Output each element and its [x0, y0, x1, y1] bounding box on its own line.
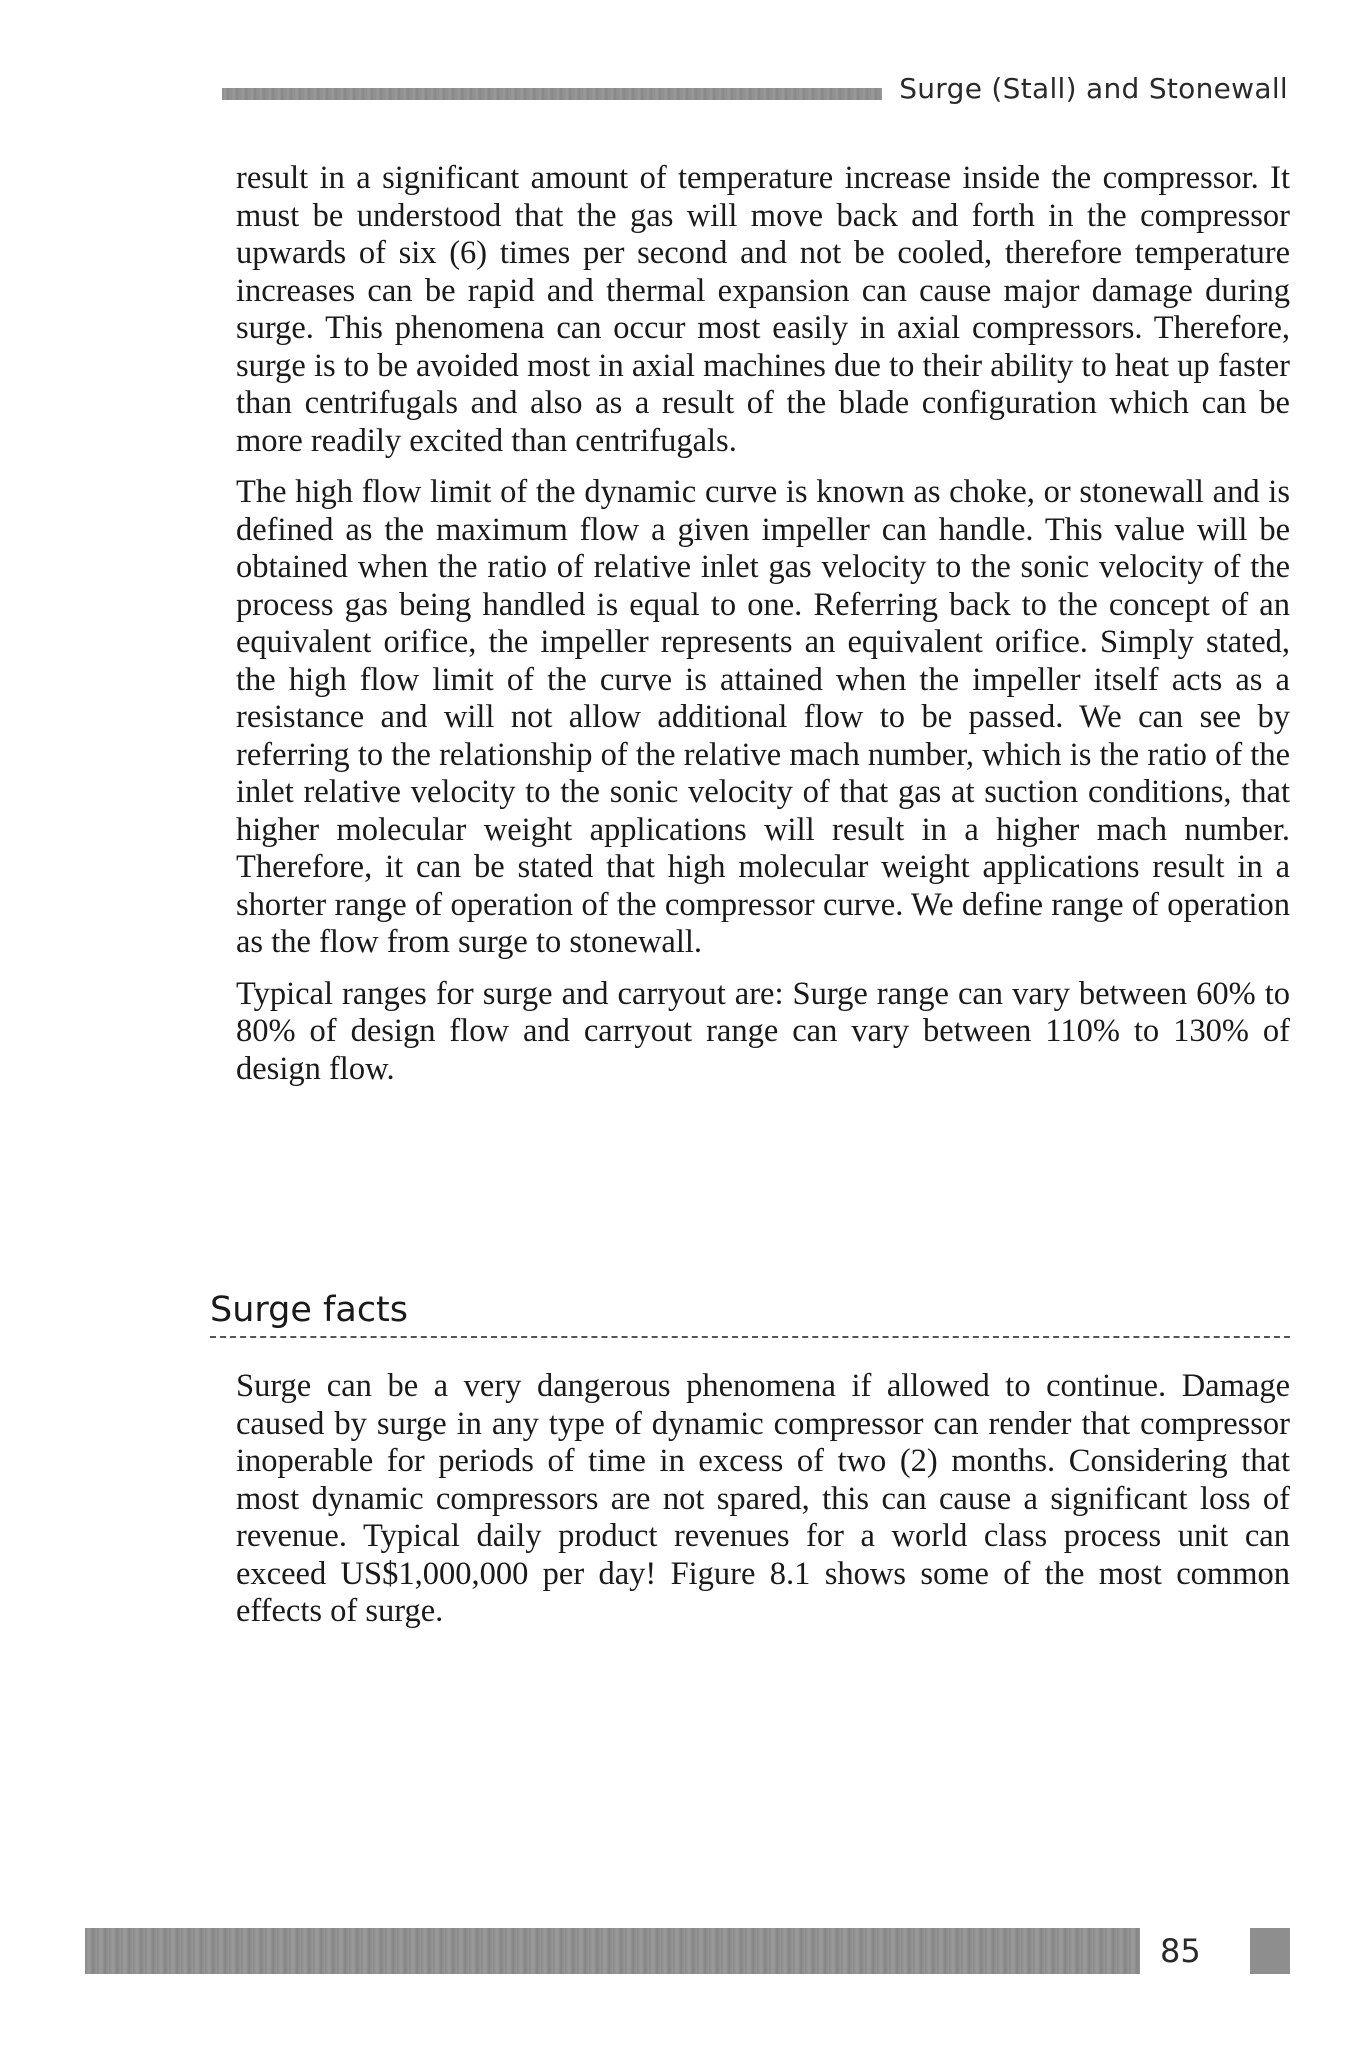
paragraph-2: The high flow limit of the dynamic curve is known as choke, or stonewall and is defined as the maximum flow a given impeller can handle. This value will be obtained when the ratio of relative inlet gas velocity to the sonic velocity of the process gas being handled is equal to one. Referring back to the concept of an equivalent orifice, the impeller represents an equivalent orifice. Simply stated, the high flow limit of the curve is attained when the impeller itself acts as a resistance and will not allow additional flow to be passed. We can see by referring to the relationship of the relative mach number, which is the ratio of the inlet relative velocity to the sonic velocity of that gas at suction conditions, that higher molecular weight applications will result in a higher mach number. Therefore, it can be stated that high molecular weight applications result in a shorter range of operation of the compressor curve. We define range of operation as the flow from surge to stonewall.: [236, 474, 1290, 960]
paragraph-3: Typical ranges for surge and carryout are: Surge range can vary between 60% to 80% of design flow and carryout range can vary between 110% to 130% of design flow.: [236, 975, 1290, 1087]
footer-decor-block: [1250, 1928, 1290, 1974]
running-head: Surge (Stall) and Stonewall: [899, 72, 1288, 105]
section-rule: [210, 1336, 1290, 1338]
section-body: [236, 1368, 1290, 1645]
section-paragraph: Surge can be a very dangerous phenomena if allowed to continue. Damage caused by surge in any type of dynamic compressor can render that compressor inoperable for periods of time in excess of two (2) months. Considering that most dynamic compressors are not spared, this can cause a significant loss of revenue. Typical daily product revenues for a world class process unit can exceed US$1,000,000 per day! Figure 8.1 shows some of the most common effects of surge.: [236, 1368, 1290, 1629]
footer-decor-bar: [85, 1928, 1140, 1974]
main-body: [236, 160, 1290, 1102]
section-title: Surge facts: [210, 1290, 409, 1330]
page-number: 85: [1160, 1932, 1201, 1970]
header-decor-bar: [222, 88, 882, 100]
paragraph-1: result in a significant amount of temperature increase inside the compressor. It must be understood that the gas will move back and forth in the compressor upwards of six (6) times per second and not be cooled, therefore temperature increases can be rapid and thermal expansion can cause major damage during surge. This phenomena can occur most easily in axial compressors. Therefore, surge is to be avoided most in axial machines due to their ability to heat up faster than centrifugals and also as a result of the blade configuration which can be more readily excited than centrifugals.: [236, 160, 1290, 459]
